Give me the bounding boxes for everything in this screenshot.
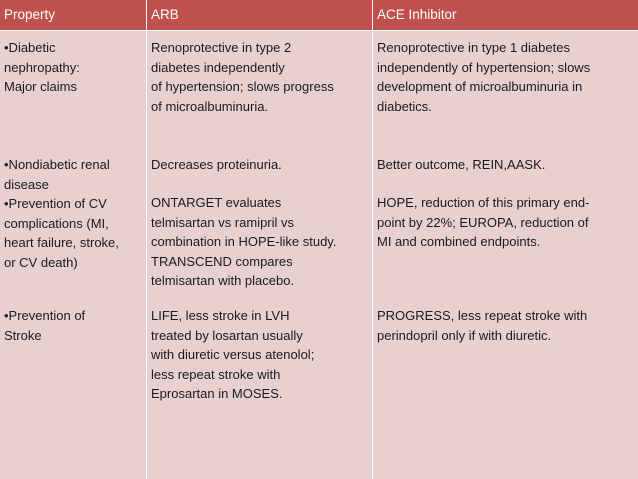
text-line: TRANSCEND compares bbox=[151, 253, 293, 269]
property-nondiabetic-cv bbox=[4, 155, 146, 272]
text-line: nephropathy: bbox=[4, 59, 80, 75]
text-line: point by 22%; EUROPA, reduction of bbox=[377, 214, 589, 230]
arb-ontarget bbox=[151, 193, 372, 291]
arb-column bbox=[147, 38, 372, 468]
text-line: •Diabetic bbox=[4, 40, 56, 55]
text-line: Renoprotective in type 2 bbox=[151, 40, 292, 55]
header-property: Property bbox=[4, 7, 56, 22]
text-line: Major claims bbox=[4, 79, 77, 94]
text-line: ONTARGET evaluates bbox=[151, 195, 282, 210]
text-line: diabetics. bbox=[377, 98, 432, 114]
text-line: LIFE, less stroke in LVH bbox=[151, 308, 290, 323]
ace-column bbox=[373, 38, 638, 468]
header-ace-inhibitor: ACE Inhibitor bbox=[377, 7, 457, 22]
text-line: HOPE, reduction of this primary end- bbox=[377, 195, 590, 210]
text-line: Better outcome, REIN,AASK. bbox=[377, 157, 546, 172]
text-line: disease bbox=[4, 176, 49, 192]
text-line: telmisartan vs ramipril vs bbox=[151, 214, 295, 230]
text-line: of microalbuminuria. bbox=[151, 98, 269, 114]
ace-renoprotective bbox=[377, 38, 638, 116]
ace-hope-europa bbox=[377, 193, 638, 252]
text-line: Eprosartan in MOSES. bbox=[151, 386, 283, 401]
text-line: combination in HOPE-like study. bbox=[151, 234, 337, 249]
header-row bbox=[0, 0, 638, 30]
arb-renoprotective bbox=[151, 38, 372, 116]
text-line: heart failure, stroke, bbox=[4, 235, 119, 250]
header-arb: ARB bbox=[151, 7, 179, 22]
text-line: diabetes independently bbox=[151, 59, 285, 75]
property-column bbox=[0, 38, 146, 468]
text-line: with diuretic versus atenolol; bbox=[151, 347, 315, 362]
text-line: Stroke bbox=[4, 327, 42, 343]
text-line: of hypertension; slows progress bbox=[151, 79, 334, 94]
text-line: complications (MI, bbox=[4, 215, 109, 231]
arb-proteinuria bbox=[151, 155, 372, 175]
text-line: telmisartan with placebo. bbox=[151, 273, 295, 288]
text-line: PROGRESS, less repeat stroke with bbox=[377, 308, 588, 323]
text-line: MI and combined endpoints. bbox=[377, 234, 541, 249]
text-line: perindopril only if with diuretic. bbox=[377, 327, 552, 343]
text-line: •Prevention of bbox=[4, 308, 86, 323]
ace-progress bbox=[377, 306, 638, 345]
text-line: Renoprotective in type 1 diabetes bbox=[377, 40, 570, 55]
property-diabetic-nephropathy bbox=[4, 38, 146, 97]
text-line: •Nondiabetic renal bbox=[4, 157, 110, 172]
text-line: independently of hypertension; slows bbox=[377, 59, 591, 75]
text-line: less repeat stroke with bbox=[151, 366, 281, 382]
text-line: development of microalbuminuria in bbox=[377, 79, 583, 94]
text-line: treated by losartan usually bbox=[151, 327, 303, 343]
text-line: or CV death) bbox=[4, 254, 78, 270]
text-line: •Prevention of CV bbox=[4, 196, 107, 211]
text-line: Decreases proteinuria. bbox=[151, 157, 282, 172]
property-stroke bbox=[4, 306, 146, 345]
ace-rein-aask bbox=[377, 155, 638, 175]
arb-life bbox=[151, 306, 372, 404]
